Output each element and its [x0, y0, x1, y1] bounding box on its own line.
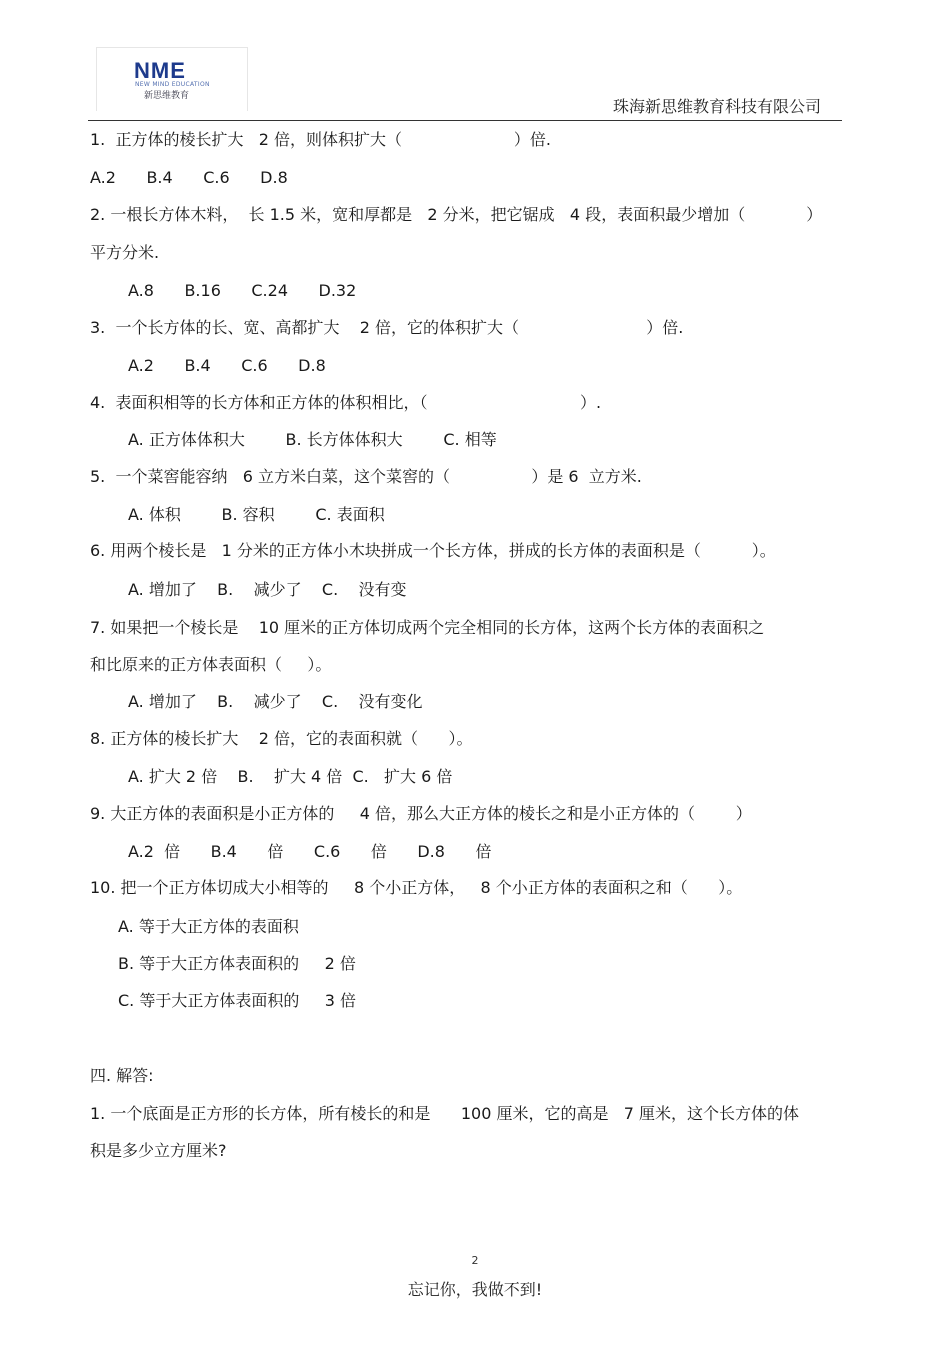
- question-5-stem: 5. 一个菜窖能容纳 6 立方米白菜，这个菜窖的（ ）是 6 立方米.: [90, 467, 642, 486]
- question-4-stem: 4. 表面积相等的长方体和正方体的体积相比，（ ）.: [90, 393, 602, 412]
- section-title: 四. 解答:: [90, 1066, 154, 1085]
- question-6-stem: 6. 用两个棱长是 1 分米的正方体小木块拼成一个长方体，拼成的长方体的表面积是（ ）。: [90, 541, 776, 560]
- question-8-options: A. 扩大 2 倍 B. 扩大 4 倍 C. 扩大 6 倍: [128, 767, 453, 786]
- logo-tagline: NEW MIND EDUCATION: [135, 81, 210, 88]
- footer-text: 忘记你，我做不到!: [407, 1280, 543, 1299]
- question-10-option-b: B. 等于大正方体表面积的 2 倍: [118, 954, 356, 973]
- question-10-option-a: A. 等于大正方体的表面积: [118, 917, 299, 936]
- question-5-options: A. 体积 B. 容积 C. 表面积: [128, 505, 385, 524]
- problem-1-line-2: 积是多少立方厘米?: [90, 1141, 227, 1160]
- question-10-stem: 10. 把一个正方体切成大小相等的 8 个小正方体， 8 个小正方体的表面积之和（ ）。: [90, 878, 743, 897]
- question-1-options: A.2 B.4 C.6 D.8: [90, 168, 288, 187]
- question-7-options: A. 增加了 B. 减少了 C. 没有变化: [128, 692, 423, 711]
- question-3-stem: 3. 一个长方体的长、宽、高都扩大 2 倍，它的体积扩大（ ）倍.: [90, 318, 684, 337]
- question-3-options: A.2 B.4 C.6 D.8: [128, 356, 326, 375]
- company-name: 珠海新思维教育科技有限公司: [612, 97, 821, 116]
- logo-wordmark: NME: [134, 58, 186, 83]
- question-10-option-c: C. 等于大正方体表面积的 3 倍: [118, 991, 357, 1010]
- question-4-options: A. 正方体体积大 B. 长方体体积大 C. 相等: [128, 430, 497, 449]
- question-9-stem: 9. 大正方体的表面积是小正方体的 4 倍，那么大正方体的棱长之和是小正方体的（ ）: [90, 804, 752, 823]
- logo-chinese-name: 新思维教育: [144, 91, 190, 101]
- question-6-options: A. 增加了 B. 减少了 C. 没有变: [128, 580, 407, 599]
- question-8-stem: 8. 正方体的棱长扩大 2 倍，它的表面积就（ ）。: [90, 729, 473, 748]
- question-2-options: A.8 B.16 C.24 D.32: [128, 281, 357, 300]
- page-number: 2: [471, 1254, 479, 1267]
- question-2-stem-continued: 平方分米.: [90, 243, 160, 262]
- question-9-options: A.2 倍 B.4 倍 C.6 倍 D.8 倍: [128, 842, 492, 861]
- problem-1-line-1: 1. 一个底面是正方形的长方体，所有棱长的和是 100 厘米，它的高是 7 厘米，这个长方体的体: [90, 1104, 800, 1123]
- logo: [96, 47, 248, 111]
- question-1-stem: 1. 正方体的棱长扩大 2 倍，则体积扩大（ ）倍.: [90, 130, 551, 149]
- question-2-stem: 2. 一根长方体木料， 长 1.5 米，宽和厚都是 2 分米，把它锯成 4 段，表面积最少增加（ ）: [90, 205, 823, 224]
- question-7-stem: 7. 如果把一个棱长是 10 厘米的正方体切成两个完全相同的长方体，这两个长方体的表面积之: [90, 618, 765, 637]
- header-divider: [88, 120, 842, 121]
- question-7-stem-continued: 和比原来的正方体表面积（ ）。: [90, 655, 332, 674]
